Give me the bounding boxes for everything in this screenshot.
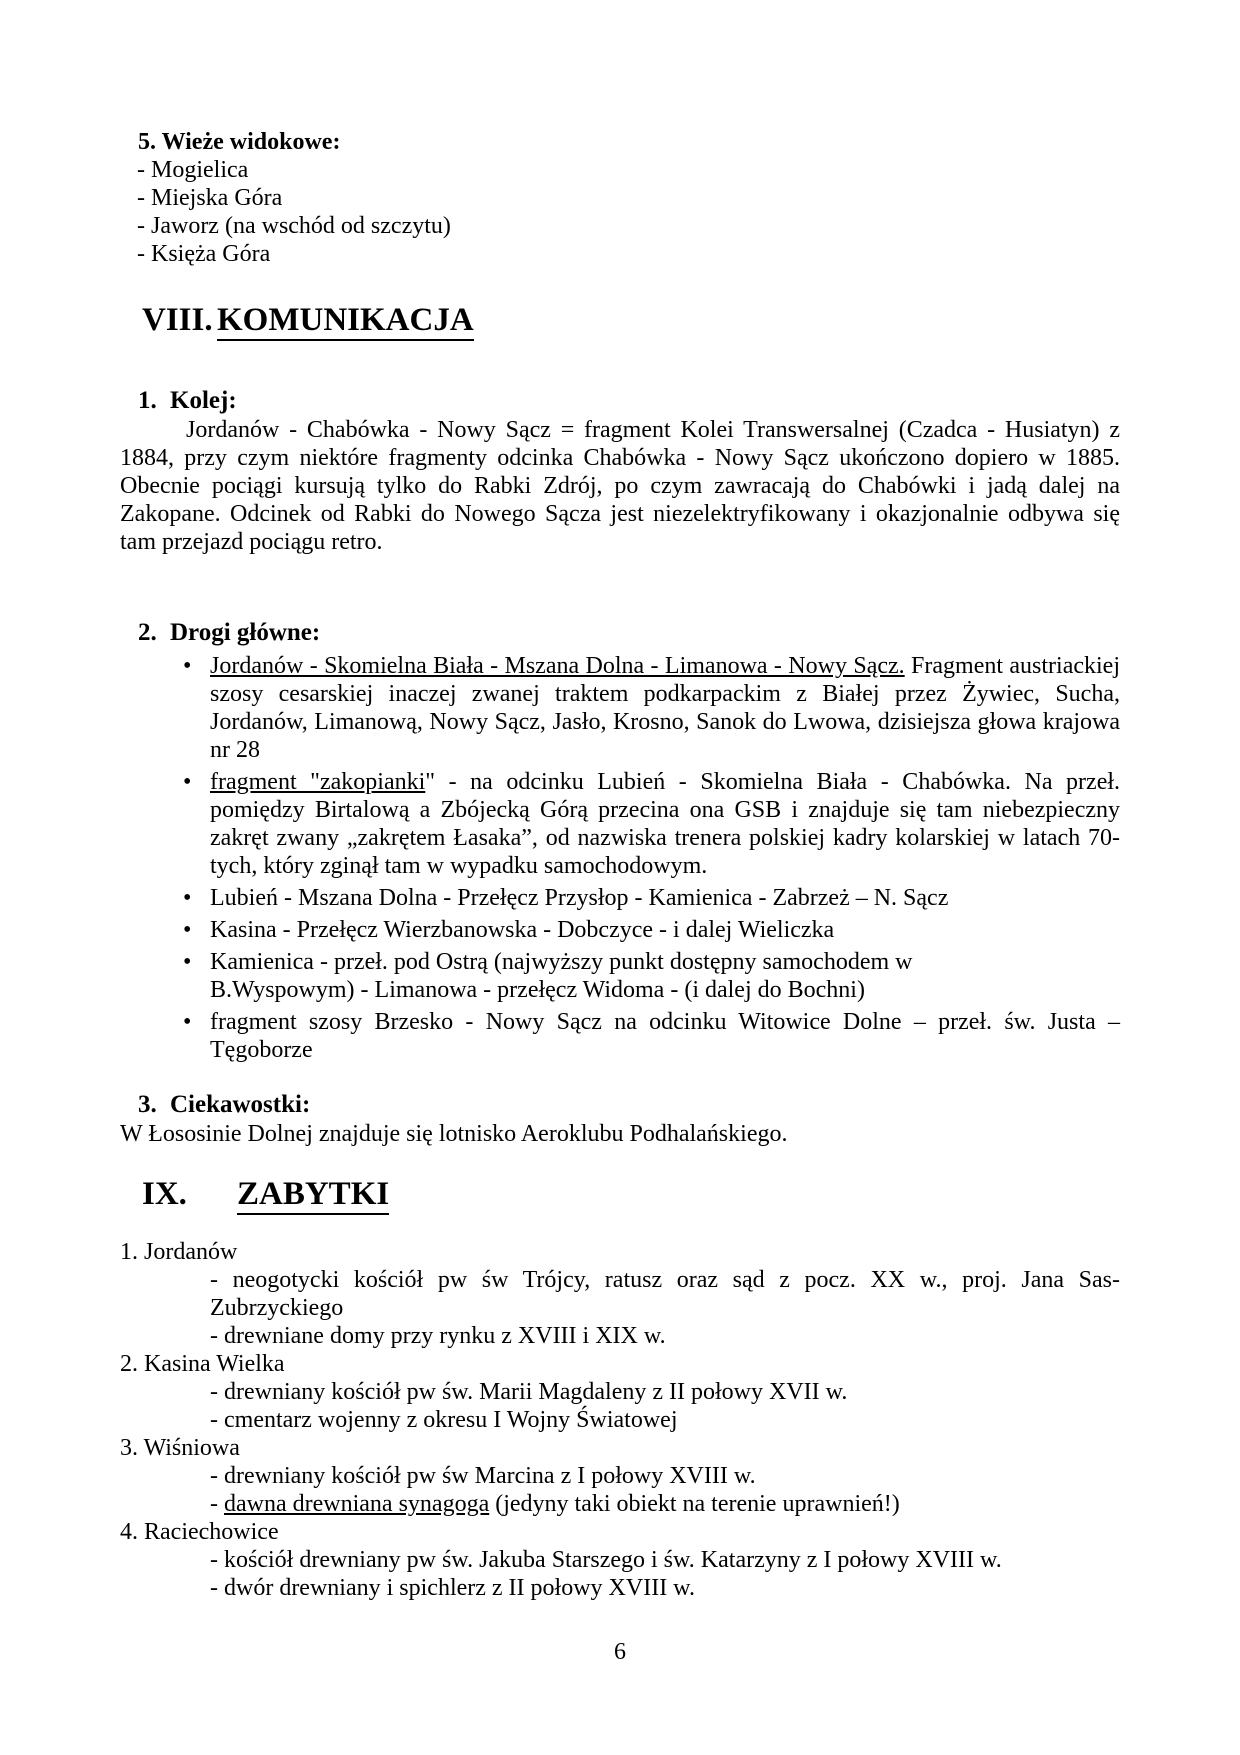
list-item: [183, 652, 1120, 764]
list-item: - dwór drewniany i spichlerz z II połowy XVIII w.: [210, 1575, 695, 1601]
subtitle-number: 3.: [138, 1091, 157, 1118]
zabytki-place: 4. Raciechowice: [120, 1519, 279, 1545]
list-item: [183, 948, 1120, 1004]
list-item: - Mogielica: [137, 157, 249, 183]
page-number: 6: [614, 1639, 626, 1665]
drogi-title: [138, 618, 1120, 648]
ciekawostki-title: [138, 1090, 1120, 1120]
zabytki-place: 3. Wiśniowa: [120, 1435, 240, 1461]
list-item: - drewniany kościół pw św. Marii Magdaleny z II połowy XVII w.: [210, 1379, 848, 1405]
heading-title: KOMUNIKACJA: [217, 302, 474, 341]
roads-bullet-list: [183, 652, 1120, 1064]
kolej-paragraph: Jordanów - Chabówka - Nowy Sącz = fragment Kolei Transwersalnej (Czadca - Husiatyn) z 1884, przy czym niektóre fragmenty odcinka Chabówka - Nowy Sącz ukończono dopiero w 1885. Obecnie pociągi kursują tylko do Rabki Zdrój, po czym zawracają do Chabówki i jadą dalej na Zakopane. Odcinek od Rabki do Nowego Sącza jest niezelektryfikowany i okazjonalnie odbywa się tam przejazd pociągu retro.: [120, 417, 1120, 555]
bullet-icon: •: [183, 949, 192, 975]
list-item: - cmentarz wojenny z okresu I Wojny Światowej: [210, 1407, 678, 1433]
zabytki-list: [120, 1238, 1120, 1602]
subtitle-number: 2.: [138, 619, 157, 646]
heading-numeral: VIII.: [142, 302, 213, 338]
ciekawostki-paragraph: W Łososinie Dolnej znajduje się lotnisko Aeroklubu Podhalańskiego.: [120, 1121, 788, 1147]
list-item: [183, 884, 1120, 912]
list-item: - Księża Góra: [137, 241, 271, 267]
subtitle-number: 1.: [138, 387, 157, 414]
heading-numeral: IX.: [142, 1176, 187, 1212]
heading-komunikacja: [142, 300, 1120, 340]
list-item: - drewniany kościół pw św Marcina z I połowy XVIII w.: [210, 1463, 756, 1489]
bullet-text: Kasina - Przełęcz Wierzbanowska - Dobczyce - i dalej Wieliczka: [210, 917, 835, 943]
list-item: [183, 916, 1120, 944]
heading-title: ZABYTKI: [237, 1176, 389, 1215]
subtitle-label: Kolej:: [170, 387, 237, 414]
bullet-text: Jordanów - Skomielna Biała - Mszana Dolna - Limanowa - Nowy Sącz. Fragment austriackiej szosy cesarskiej inaczej zwanej traktem podkarpackim z Białej przez Żywiec, Sucha, Jordanów, Limanową, Nowy Sącz, Jasło, Krosno, Sanok do Lwowa, dzisiejsza głowa krajowa nr 28: [210, 653, 1121, 763]
bullet-text: fragment "zakopianki" - na odcinku Lubień - Skomielna Biała - Chabówka. Na przeł. pomiędzy Birtalową a Zbójecką Górą przecina ona GSB i znajduje się tam niebezpieczny zakręt zwany „zakrętem Łasaka”, od nazwiska trenera polskiej kadry kolarskiej w latach 70-tych, który zginął tam w wypadku samochodowym.: [210, 769, 1121, 879]
bullet-text: Kamienica - przeł. pod Ostrą (najwyższy punkt dostępny samochodem w B.Wyspowym) - Limanowa - przełęcz Widoma - (i dalej do Bochni): [210, 949, 913, 1003]
bullet-icon: •: [183, 653, 192, 679]
list-item: - Miejska Góra: [137, 185, 283, 211]
list-item: [183, 768, 1120, 880]
bullet-icon: •: [183, 769, 192, 795]
section5-title: 5. Wieże widokowe:: [138, 129, 341, 155]
bullet-icon: •: [183, 885, 192, 911]
bullet-icon: •: [183, 1009, 192, 1035]
list-item: - drewniane domy przy rynku z XVIII i XIX w.: [210, 1323, 666, 1349]
bullet-text: Lubień - Mszana Dolna - Przełęcz Przysłop - Kamienica - Zabrzeż – N. Sącz: [210, 885, 949, 911]
list-item: [183, 1008, 1120, 1064]
bullet-icon: •: [183, 917, 192, 943]
heading-zabytki: [142, 1174, 1120, 1214]
list-item: - kościół drewniany pw św. Jakuba Starszego i św. Katarzyny z I połowy XVIII w.: [210, 1547, 1002, 1573]
kolej-title: [138, 386, 1120, 416]
list-item: - dawna drewniana synagoga (jedyny taki obiekt na terenie uprawnień!): [210, 1491, 900, 1517]
zabytki-place: 2. Kasina Wielka: [120, 1351, 285, 1377]
bullet-text: fragment szosy Brzesko - Nowy Sącz na odcinku Witowice Dolne – przeł. św. Justa – Tęgoborze: [210, 1009, 1120, 1063]
subtitle-label: Ciekawostki:: [170, 1091, 311, 1118]
list-item: - neogotycki kościół pw św Trójcy, ratusz oraz sąd z pocz. XX w., proj. Jana Sas-Zubrzyckiego: [210, 1267, 1120, 1321]
subtitle-label: Drogi główne:: [170, 619, 321, 646]
list-item: - Jaworz (na wschód od szczytu): [137, 213, 451, 239]
zabytki-place: 1. Jordanów: [120, 1239, 238, 1265]
